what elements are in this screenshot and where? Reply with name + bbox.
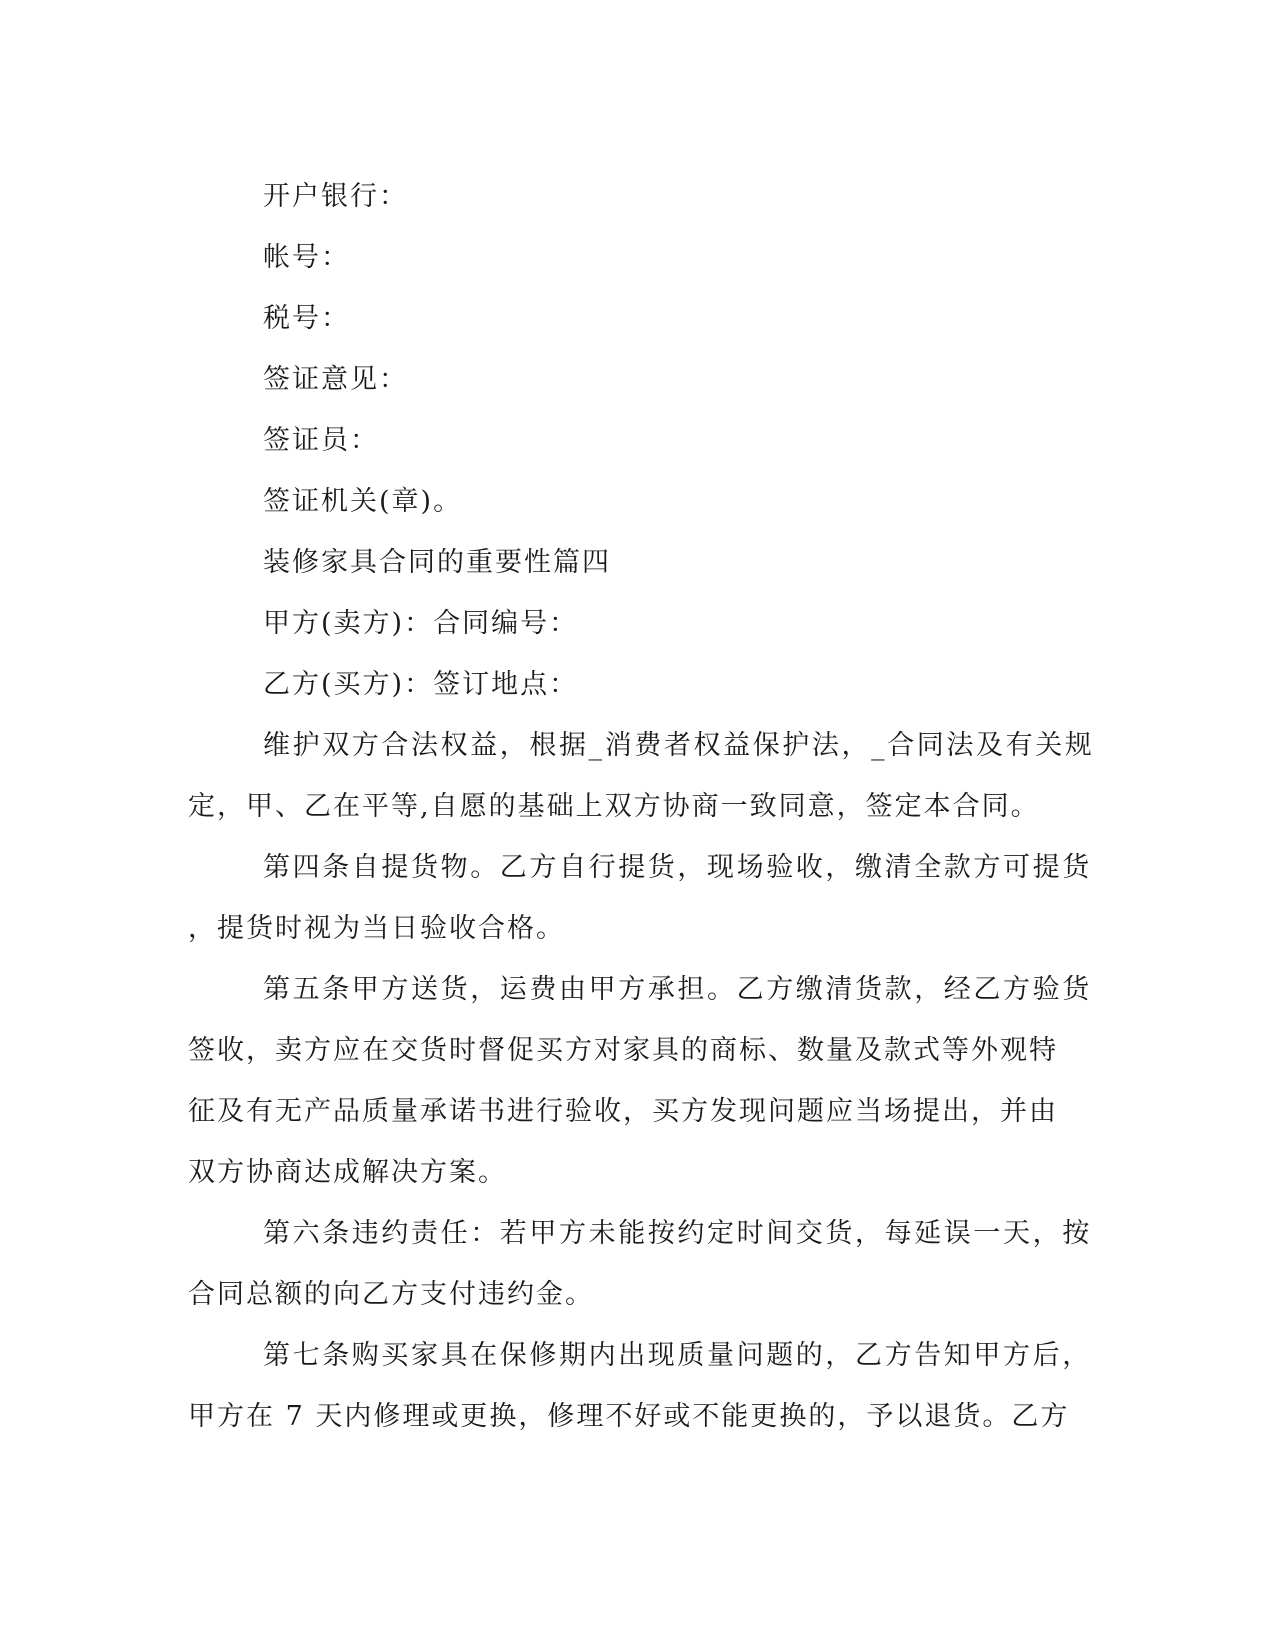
paragraph-line: 第四条自提货物。乙方自行提货，现场验收，缴清全款方可提货 — [263, 852, 1092, 883]
paragraph-line: 甲方在 7 天内修理或更换，修理不好或不能更换的，予以退货。乙方 — [188, 1401, 1070, 1432]
text-line-party-a: 甲方(卖方)：合同编号： — [263, 608, 579, 639]
text-line-account: 帐号： — [263, 242, 350, 273]
paragraph-line: 签收，卖方应在交货时督促买方对家具的商标、数量及款式等外观特 — [188, 1035, 1058, 1066]
text-line-visa-officer: 签证员： — [263, 425, 379, 456]
text-line-visa-opinion: 签证意见： — [263, 364, 408, 395]
paragraph-line: 第六条违约责任：若甲方未能按约定时间交货，每延误一天，按 — [263, 1218, 1092, 1249]
section-heading: 装修家具合同的重要性篇四 — [263, 547, 611, 578]
text-line-bank: 开户银行： — [263, 181, 408, 212]
text-line-tax-id: 税号： — [263, 303, 350, 334]
paragraph-line: 第七条购买家具在保修期内出现质量问题的，乙方告知甲方后， — [263, 1340, 1092, 1371]
text-line-visa-authority: 签证机关(章)。 — [263, 486, 463, 517]
paragraph-line: 维护双方合法权益，根据_消费者权益保护法，_合同法及有关规 — [263, 730, 1095, 761]
paragraph-line: 合同总额的向乙方支付违约金。 — [188, 1279, 594, 1310]
paragraph-line: 定，甲、乙在平等,自愿的基础上双方协商一致同意，签定本合同。 — [188, 791, 1040, 822]
document-body — [188, 166, 1095, 1447]
paragraph-line: 双方协商达成解决方案。 — [188, 1157, 507, 1188]
paragraph-line: 第五条甲方送货，运费由甲方承担。乙方缴清货款，经乙方验货 — [263, 974, 1092, 1005]
paragraph-line: ，提货时视为当日验收合格。 — [188, 913, 565, 944]
text-line-party-b: 乙方(买方)：签订地点： — [263, 669, 579, 700]
paragraph-line: 征及有无产品质量承诺书进行验收，买方发现问题应当场提出，并由 — [188, 1096, 1058, 1127]
